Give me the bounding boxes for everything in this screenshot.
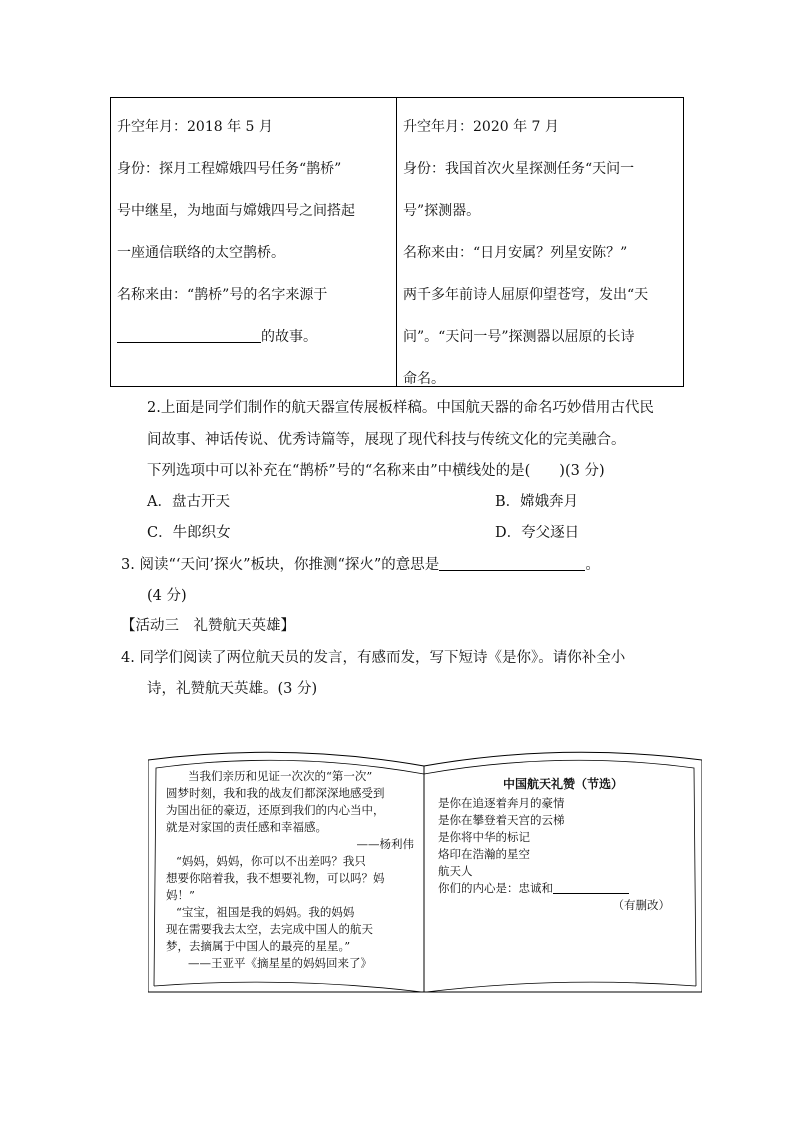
queqiao-name-origin: 名称来由：“鹊桥”号的名字来源于 — [117, 287, 328, 303]
wang-dialogue-line: 妈！” — [166, 888, 195, 902]
q2-option-a[interactable]: A．盘古开天 — [147, 494, 230, 510]
yang-quote-line: 当我们亲历和见证一次次的“第一次” — [188, 769, 373, 783]
poem-line: 是你在攀登着天宫的云梯 — [438, 813, 565, 827]
open-book-illustration — [148, 746, 702, 994]
queqiao-identity-3: 一座通信联络的太空鹊桥。 — [117, 245, 285, 261]
q2-option-b[interactable]: B．嫦娥奔月 — [495, 494, 579, 510]
abridged-note: （有删改） — [612, 898, 670, 912]
q2-line-2: 间故事、神话传说、优秀诗篇等，展现了现代科技与传统文化的完美融合。 — [147, 432, 626, 448]
poem-answer-blank[interactable] — [553, 882, 629, 894]
poem-line: 烙印在浩瀚的星空 — [438, 847, 530, 861]
yang-liwei-signature: ——杨利伟 — [356, 837, 414, 851]
tianwen-launch-date: 升空年月：2020 年 7 月 — [403, 119, 559, 135]
rocket-info-table — [110, 97, 684, 387]
q2-option-d[interactable]: D．夸父逐日 — [495, 525, 580, 541]
tianwen-identity-1: 身份：我国首次火星探测任务“天问一 — [403, 161, 635, 177]
answer-blank[interactable] — [117, 328, 261, 343]
wang-dialogue-line: “妈妈，妈妈，你可以不出差吗？我只 — [176, 854, 366, 868]
q3-answer-blank[interactable] — [439, 556, 585, 571]
queqiao-cell — [111, 98, 397, 386]
wang-dialogue-line: 梦，去摘属于中国人的最亮的星星。” — [166, 939, 351, 953]
wang-dialogue-line: 想要你陪着我，我不想要礼物，可以吗？妈 — [166, 871, 385, 885]
wang-yaping-signature: ——王亚平《摘星星的妈妈回来了》 — [188, 956, 372, 970]
tianwen-name-origin-3: 问”。“天问一号”探测器以屈原的长诗 — [403, 329, 635, 345]
q2-line-1: 2.上面是同学们制作的航天器宣传展板样稿。中国航天器的命名巧妙借用古代民 — [147, 400, 654, 416]
yang-quote-line: 为国出征的豪迈，还原到我们的内心当中， — [166, 803, 385, 817]
poem-line: 是你在追逐着奔月的豪情 — [438, 796, 565, 810]
queqiao-identity-1: 身份：探月工程嫦娥四号任务“鹊桥” — [117, 161, 342, 177]
wang-dialogue-line: “宝宝，祖国是我的妈妈。我的妈妈 — [176, 905, 355, 919]
wang-dialogue-line: 现在需要我去太空，去完成中国人的航天 — [166, 922, 373, 936]
q3-score: (4 分) — [147, 588, 187, 604]
poem-line: 航天人 — [438, 864, 473, 878]
tianwen-name-origin-4: 命名。 — [403, 371, 445, 387]
yang-quote-line: 就是对家国的责任感和幸福感。 — [166, 820, 327, 834]
q2-line-3: 下列选项中可以补充在“鹊桥”号的“名称来由”中横线处的是( )(3 分) — [147, 463, 605, 479]
poem-last-line: 你们的内心是：忠诚和 — [438, 880, 688, 897]
queqiao-name-origin-blank-line: 的故事。 — [117, 316, 390, 358]
poem-line: 是你将中华的标记 — [438, 830, 530, 844]
q4-line-2: 诗，礼赞航天英雄。(3 分) — [147, 681, 318, 697]
q3-line-1: 3. 阅读“‘天问’探火”板块，你推测“探火”的意思是 。 — [121, 557, 600, 573]
yang-quote-line: 圆梦时刻，我和我的战友们都深深地感受到 — [166, 786, 385, 800]
book-right-page — [438, 776, 688, 914]
q2-option-c[interactable]: C．牛郎织女 — [147, 525, 231, 541]
tianwen-cell — [397, 98, 683, 386]
queqiao-launch-date: 升空年月：2018 年 5 月 — [117, 119, 273, 135]
tianwen-name-origin-1: 名称来由：“日月安属？列星安陈？” — [403, 245, 628, 261]
tianwen-name-origin-2: 两千多年前诗人屈原仰望苍穹，发出“天 — [403, 287, 649, 303]
poem-title: 中国航天礼赞（节选） — [502, 777, 623, 791]
q4-line-1: 4. 同学们阅读了两位航天员的发言，有感而发，写下短诗《是你》。请你补全小 — [121, 650, 626, 666]
book-left-page — [166, 768, 420, 972]
queqiao-identity-2: 号中继星，为地面与嫦娥四号之间搭起 — [117, 203, 355, 219]
activity-3-heading: 【活动三 礼赞航天英雄】 — [121, 618, 295, 634]
tianwen-identity-2: 号”探测器。 — [403, 203, 481, 219]
